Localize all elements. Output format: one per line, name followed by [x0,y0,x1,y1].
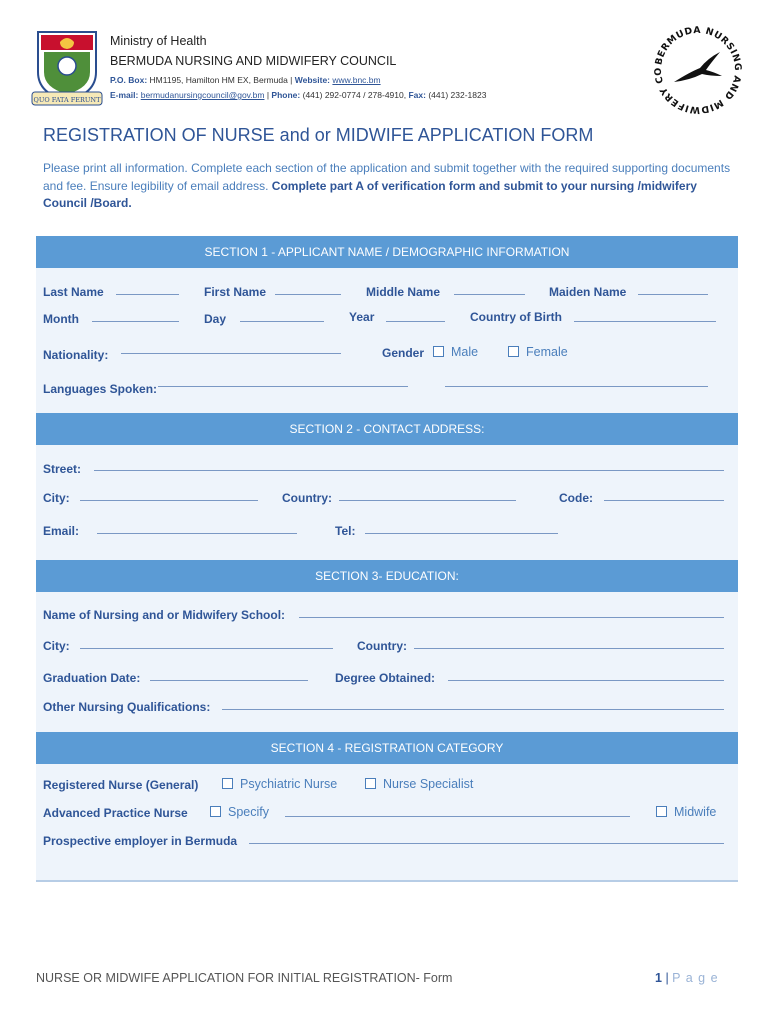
email-link[interactable]: bermudanursingcouncil@gov.bm [140,90,265,100]
school-input[interactable] [299,617,724,618]
city-input[interactable] [80,500,258,501]
registered-nurse-label: Registered Nurse (General) [43,778,199,792]
council-seal-logo [650,22,746,118]
country-input[interactable] [339,500,516,501]
intro-bold: Complete part A of verification form and submit to your nursing /midwifery Council /Board. [43,178,697,210]
psychiatric-nurse-option[interactable] [222,777,337,791]
po-box-label: P.O. Box: [110,75,148,85]
country-of-birth-label: Country of Birth [470,310,562,324]
midwife-option[interactable] [656,805,716,819]
specialist-checkbox[interactable] [365,778,376,789]
languages-label: Languages Spoken: [43,382,158,396]
section-2-body [36,445,738,560]
school-country-label: Country: [357,639,407,653]
female-checkbox[interactable] [508,346,519,357]
nurse-specialist-option[interactable] [365,777,473,791]
school-country-input[interactable] [414,648,724,649]
tel-input[interactable] [365,533,558,534]
middle-name-input[interactable] [454,294,525,295]
postal-code-label: Code: [559,491,593,505]
languages-input-1[interactable] [158,386,408,387]
intro-text [43,160,733,213]
email-input[interactable] [97,533,297,534]
gender-male-option[interactable] [433,345,478,359]
specify-label: Specify [228,805,269,819]
page-separator: | [665,971,669,985]
first-name-label: First Name [204,285,267,299]
street-input[interactable] [94,470,724,471]
tel-label: Tel: [335,524,356,538]
street-label: Street: [43,462,82,476]
contact-line-2: E-mail: bermudanursingcouncil@gov.bm | Phone: (441) 292-0774 / 278-4910, Fax: (441) 232-1823 [110,90,487,100]
page-word: P a g e [672,971,719,985]
midwife-checkbox[interactable] [656,806,667,817]
nationality-label: Nationality: [43,348,109,362]
birth-day-label: Day [204,312,227,326]
school-label: Name of Nursing and or Midwifery School: [43,608,286,622]
website-label: Website: [294,75,331,85]
page-title: REGISTRATION OF NURSE and or MIDWIFE APPLICATION FORM [43,125,594,145]
languages-input-2[interactable] [445,386,708,387]
middle-name-label: Middle Name [366,285,441,299]
email-field-label: Email: [43,524,80,538]
council-name: BERMUDA NURSING AND MIDWIFERY COUNCIL [110,54,397,68]
section-2-header: SECTION 2 - CONTACT ADDRESS: [36,413,738,445]
specify-option[interactable] [210,805,269,819]
birth-year-input[interactable] [386,321,445,322]
phone-label: Phone: [271,90,301,100]
page-number [655,971,719,985]
section-4-header: SECTION 4 - REGISTRATION CATEGORY [36,732,738,764]
school-city-label: City: [43,639,70,653]
other-qualifications-label: Other Nursing Qualifications: [43,700,211,714]
city-label: City: [43,491,70,505]
contact-line-1: P.O. Box: HM1195, Hamilton HM EX, Bermuda | Website: www.bnc.bm [110,75,381,85]
intro-normal: Please print all information. Complete each section of the application and submit together with the required supporting documents and fee. Ensure legibility of email address. [43,161,731,193]
advanced-practice-label: Advanced Practice Nurse [43,806,188,820]
employer-input[interactable] [249,843,724,844]
birth-month-label: Month [43,312,79,326]
degree-label: Degree Obtained: [335,671,436,685]
section-1-header: SECTION 1 - APPLICANT NAME / DEMOGRAPHIC INFORMATION [36,236,738,268]
last-name-label: Last Name [43,285,104,299]
gender-female-option[interactable] [508,345,568,359]
bermuda-crest-logo [30,28,104,108]
graduation-date-label: Graduation Date: [43,671,141,685]
birth-month-input[interactable] [92,321,179,322]
first-name-input[interactable] [275,294,341,295]
seal-text: BERMUDA NURSING AND MIDWIFERY CO [652,24,744,116]
birth-day-input[interactable] [240,321,324,322]
school-city-input[interactable] [80,648,333,649]
email-label: E-mail: [110,90,139,100]
specify-checkbox[interactable] [210,806,221,817]
maiden-name-input[interactable] [638,294,708,295]
postal-code-input[interactable] [604,500,724,501]
fax-value: (441) 232-1823 [428,90,487,100]
midwife-label: Midwife [674,805,717,819]
phone-value: (441) 292-0774 / 278-4910, [302,90,407,100]
psychiatric-checkbox[interactable] [222,778,233,789]
male-checkbox[interactable] [433,346,444,357]
birth-year-label: Year [349,310,375,324]
country-label: Country: [282,491,332,505]
page-number-value: 1 [655,971,662,985]
employer-label: Prospective employer in Bermuda [43,834,238,848]
graduation-date-input[interactable] [150,680,308,681]
specialist-label: Nurse Specialist [383,777,474,791]
female-label: Female [526,345,568,359]
nationality-input[interactable] [121,353,341,354]
gender-label: Gender [382,346,425,360]
crest-motto: QUO FATA FERUNT [33,96,101,104]
male-label: Male [451,345,479,359]
website-link[interactable]: www.bnc.bm [332,75,381,85]
section-3-header: SECTION 3- EDUCATION: [36,560,738,592]
specify-input[interactable] [285,816,630,817]
psychiatric-label: Psychiatric Nurse [240,777,338,791]
country-of-birth-input[interactable] [574,321,716,322]
last-name-input[interactable] [116,294,179,295]
ministry-name: Ministry of Health [110,34,207,48]
fax-label: Fax: [408,90,426,100]
maiden-name-label: Maiden Name [549,285,627,299]
po-box-value: HM1195, Hamilton HM EX, Bermuda [149,75,288,85]
footer-form-name: NURSE OR MIDWIFE APPLICATION FOR INITIAL REGISTRATION- Form [36,971,453,985]
degree-input[interactable] [448,680,724,681]
other-qualifications-input[interactable] [222,709,724,710]
